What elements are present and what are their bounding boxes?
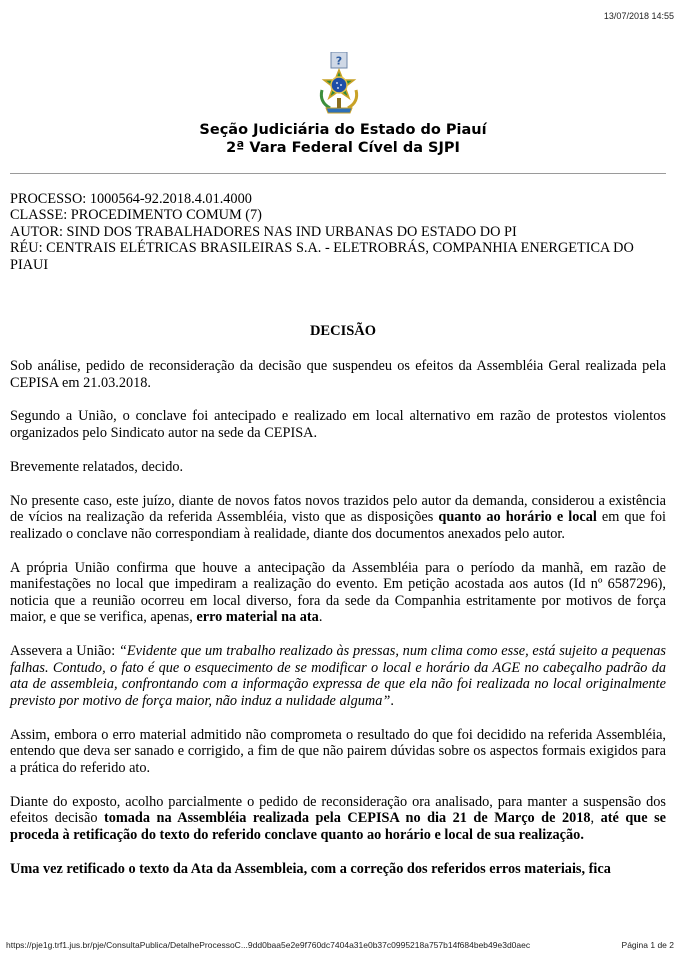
case-autor: AUTOR: SIND DOS TRABALHADORES NAS IND URBANAS DO ESTADO DO PI xyxy=(10,223,517,240)
footer-url: https://pje1g.trf1.jus.br/pje/ConsultaPublica/DetalheProcessoC...9dd0baa5e2e9f760dc7404a31e0b37c0995218a757b14f684beb49e3d0aec xyxy=(6,940,531,950)
emblem-svg xyxy=(316,52,362,118)
paragraph-9 xyxy=(10,861,666,878)
case-processo: PROCESSO: 1000564-92.2018.4.01.4000 xyxy=(10,191,252,207)
case-classe: CLASSE: PROCEDIMENTO COMUM (7) xyxy=(10,207,262,224)
paragraph-4-text-a: No presente caso, este juízo, diante de novos fatos novos trazidos pelo autor da demanda, considerou a existência de vícios na realização da referida Assembléia, visto que as disposições xyxy=(10,492,666,526)
header-divider xyxy=(10,173,666,174)
brasao-republica-icon xyxy=(316,52,362,118)
court-heading xyxy=(0,121,686,157)
decision-body xyxy=(10,358,666,894)
paragraph-6-text-a: Assevera a União: xyxy=(10,643,119,660)
svg-text:?: ? xyxy=(335,54,343,68)
paragraph-1: Sob análise, pedido de reconsideração da decisão que suspendeu os efeitos da Assembléia Geral realizada pela CEPISA em 21.03.2018. xyxy=(10,358,666,391)
paragraph-9-bold: Uma vez retificado o texto da Ata da Assembleia, com a correção dos referidos erros materiais, fica xyxy=(10,860,611,877)
court-vara-name: 2ª Vara Federal Cível da SJPI xyxy=(226,140,460,156)
paragraph-5 xyxy=(10,560,666,626)
paragraph-8 xyxy=(10,794,666,844)
paragraph-4-bold: quanto ao horário e local xyxy=(438,509,597,526)
paragraph-4-text-c: em que foi realizado o conclave não correspondiam à realidade, diante dos documentos anexados pelo autor. xyxy=(10,509,667,542)
paragraph-5-text-c: . xyxy=(318,609,323,626)
case-header xyxy=(10,191,666,273)
paragraph-3: Brevemente relatados, decido. xyxy=(10,458,184,475)
paragraph-8-text-c: , xyxy=(590,810,601,827)
paragraph-7: Assim, embora o erro material admitido não comprometa o resultado do que foi decidido na referida Assembléia, entendo que deva ser sanado e corrigido, a fim de que não pairem dúvidas sobre os aspectos formais exigidos para a prática do referido ato. xyxy=(10,726,666,776)
paragraph-8-bold-1: tomada na Assembléia realizada pela CEPISA no dia 21 de Março de 2018 xyxy=(103,810,591,827)
paragraph-4 xyxy=(10,493,666,543)
paragraph-5-bold: erro material na ata xyxy=(196,609,319,626)
footer-page-number: Página 1 de 2 xyxy=(621,940,674,950)
paragraph-8-bold-2: até que se proceda à retificação do texto do referido conclave quanto ao horário e local de sua realização. xyxy=(10,810,666,843)
court-section-name: Seção Judiciária do Estado do Piauí xyxy=(199,122,487,138)
paragraph-2: Segundo a União, o conclave foi antecipado e realizado em local alternativo em razão de protestos violentos organizados pelo Sindicato autor na sede da CEPISA. xyxy=(10,408,666,441)
paragraph-6 xyxy=(10,643,666,709)
document-title: DECISÃO xyxy=(309,323,377,339)
case-reu: RÉU: CENTRAIS ELÉTRICAS BRASILEIRAS S.A. - ELETROBRÁS, COMPANHIA ENERGETICA DO PIAUI xyxy=(10,240,634,273)
paragraph-5-text-a: A própria União confirma que houve a antecipação da Assembléia para o período da manhã, em razão de manifestações no local que impediram a realização do evento. Em petição acostada aos autos (Id nº 6587296), noticia que a reunião ocorreu em local diverso, fora da sede da Companhia estritamente por motivos de força maior, e que se verifica, apenas, xyxy=(10,559,666,626)
paragraph-6-quote: “Evidente que um trabalho realizado às pressas, num clima como esse, está sujeito a pequenas falhas. Contudo, o fato é que o esquecimento de se modificar o local e horário da AGE no cabeçalho padrão da ata de assembleia, confrontando com a informação expressa de que ela não foi realizada no local originalmente previsto por motivo de força maior, não induz a nulidade alguma” xyxy=(10,643,666,709)
print-date: 13/07/2018 14:55 xyxy=(603,11,674,21)
paragraph-8-text-a: Diante do exposto, acolho parcialmente o pedido de reconsideração ora analisado, para manter a suspensão dos efeitos decisão xyxy=(10,793,666,827)
paragraph-6-text-c: . xyxy=(390,692,394,709)
